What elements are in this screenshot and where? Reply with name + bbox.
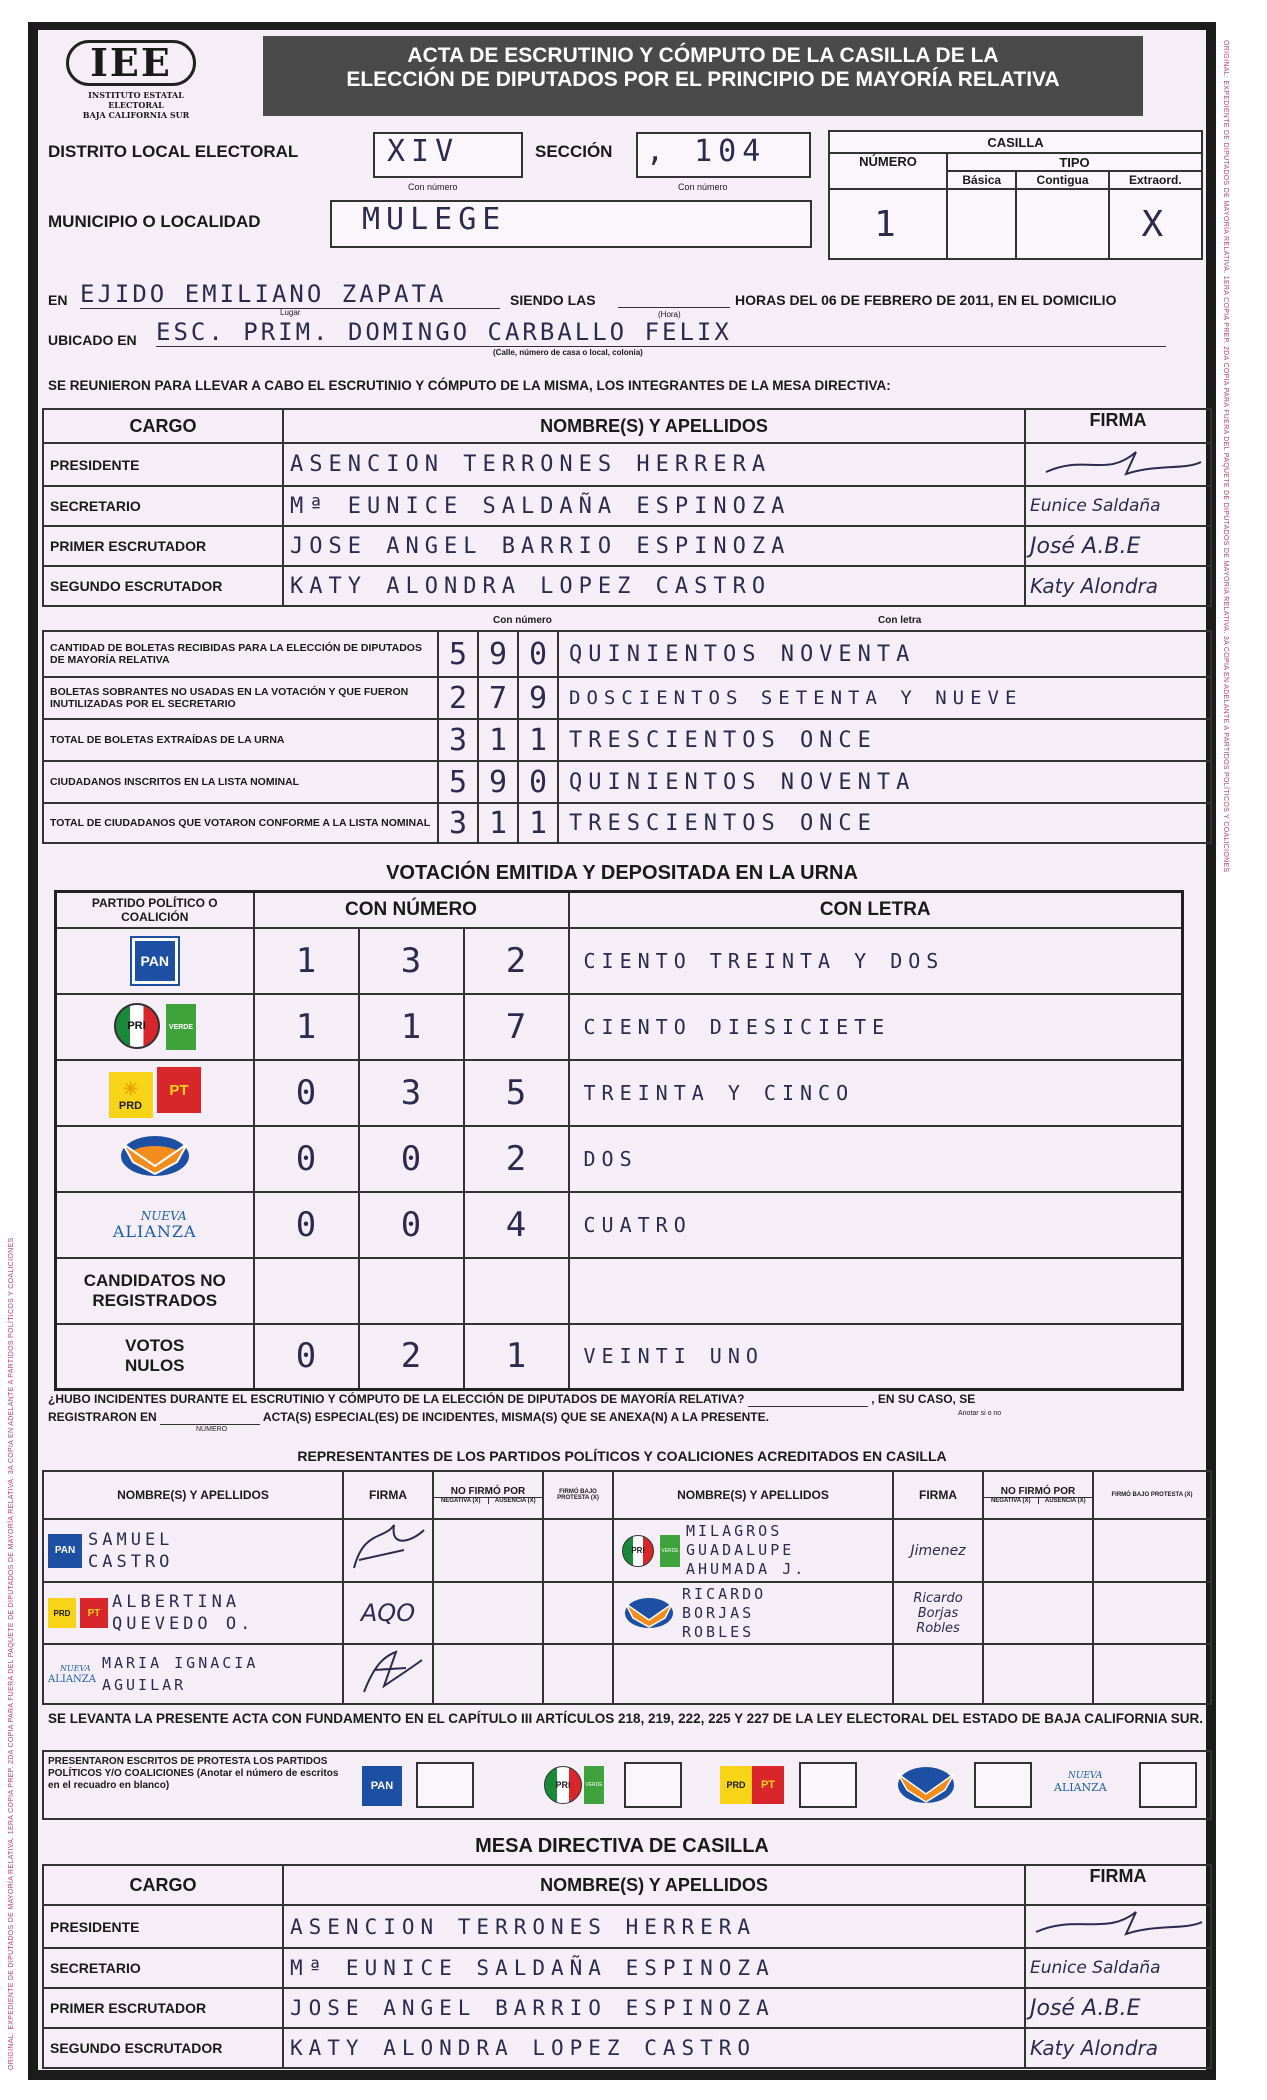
domicilio-field[interactable]: ESC. PRIM. DOMINGO CARBALLO FELIX	[156, 318, 1166, 347]
alianza-text: ALIANZA	[48, 1674, 96, 1685]
votos-digit[interactable]	[359, 1258, 464, 1324]
boletas-digit[interactable]: 0	[518, 631, 558, 677]
nueva-text: NUEVA	[1068, 1771, 1103, 1781]
rep-nombre-header: NOMBRE(S) Y APELLIDOS	[613, 1471, 893, 1519]
rep-firmo-protesta-header: FIRMÓ BAJO PROTESTA (X)	[1093, 1471, 1211, 1519]
rep-pri-verde	[613, 1519, 893, 1582]
votos-letra[interactable]	[569, 1258, 1183, 1324]
con-numero-header: CON NÚMERO	[254, 892, 569, 928]
pri-logo-icon: PRI	[114, 1003, 160, 1049]
extraord-header: Extraord.	[1109, 171, 1202, 189]
rep-nombre[interactable]: MARIA IGNACIA	[101, 1654, 259, 1672]
party-cell-convergencia	[56, 1126, 254, 1192]
prd-logo-icon: PRD	[48, 1598, 76, 1628]
hora-field[interactable]	[618, 292, 730, 308]
cargo-presidente: PRESIDENTE	[43, 443, 283, 486]
boletas-table	[42, 630, 1212, 844]
rep-firma[interactable]: AQO	[343, 1582, 433, 1644]
negativa-label: NEGATIVA (X)	[434, 1498, 489, 1504]
incidentes-line2	[48, 1410, 1208, 1425]
votos-letra[interactable]: DOS	[569, 1126, 1183, 1192]
nombre-header: NOMBRE(S) Y APELLIDOS	[283, 409, 1025, 443]
boletas-label: BOLETAS SOBRANTES NO USADAS EN LA VOTACIÓN Y QUE FUERON INUTILIZADAS POR EL SECRETARIO	[43, 677, 438, 719]
protesta-count-pan[interactable]	[416, 1762, 474, 1808]
rep-nombre-header: NOMBRE(S) Y APELLIDOS	[43, 1471, 343, 1519]
no-firmo-label: NO FIRMÓ POR	[434, 1486, 542, 1498]
rep-protesta[interactable]	[543, 1519, 613, 1582]
registraron-label: REGISTRARON EN	[48, 1410, 157, 1424]
protesta-text: PRESENTARON ESCRITOS DE PROTESTA LOS PARTIDOS POLÍTICOS Y/O COALICIONES (Anotar el número de escritos en el recuadro en blanco)	[48, 1756, 339, 1791]
rep-nombre[interactable]: SAMUEL	[88, 1529, 174, 1550]
pri-logo-icon: PRI	[544, 1766, 582, 1804]
firma-segundo-escrutador[interactable]: Katy Alondra	[1025, 2028, 1211, 2068]
distrito-label: DISTRITO LOCAL ELECTORAL	[48, 142, 299, 161]
boletas-row	[43, 677, 1211, 719]
no-firmo-label: NO FIRMÓ POR	[984, 1486, 1092, 1498]
basica-checkbox[interactable]	[947, 189, 1016, 259]
rep-negativa-ausencia[interactable]	[983, 1519, 1093, 1582]
votos-digit[interactable]: 2	[464, 1126, 569, 1192]
rep-nombre[interactable]: MILAGROS	[686, 1522, 783, 1540]
boletas-digit[interactable]: 1	[478, 803, 518, 843]
mesa2-title: MESA DIRECTIVA DE CASILLA	[475, 1835, 769, 1857]
votos-digit[interactable]: 0	[359, 1192, 464, 1258]
lugar-caption: Lugar	[280, 308, 301, 317]
acta-especial-text: ACTA(S) ESPECIAL(ES) DE INCIDENTES, MISMA(S) QUE SE ANEXA(N) A LA PRESENTE.	[262, 1410, 769, 1424]
votos-letra[interactable]: CIENTO DIESICIETE	[569, 994, 1183, 1060]
cargo-primer-escrutador: PRIMER ESCRUTADOR	[43, 1988, 283, 2028]
nulos-label: VOTOS NULOS	[56, 1324, 254, 1390]
votacion-table	[54, 890, 1184, 1391]
firma-header: FIRMA	[1025, 1865, 1211, 1905]
firma-secretario[interactable]: Eunice Saldaña	[1025, 486, 1211, 526]
incidentes-numero-field[interactable]	[160, 1410, 260, 1425]
votos-letra[interactable]: CUATRO	[569, 1192, 1183, 1258]
nueva-alianza-logo-icon	[48, 1663, 96, 1685]
nueva-alianza-logo-icon	[1054, 1770, 1107, 1794]
boletas-letra[interactable]: TRESCIENTOS ONCE	[558, 803, 1211, 843]
incidentes-answer-field[interactable]	[748, 1392, 868, 1407]
rep-negativa-ausencia[interactable]	[433, 1644, 543, 1704]
signature-scribble	[344, 1646, 430, 1698]
rep-empty[interactable]	[613, 1644, 893, 1704]
votos-digit[interactable]	[464, 1258, 569, 1324]
nueva-text: NUEVA	[60, 1664, 91, 1673]
nombre-primer-escrutador[interactable]: JOSE ANGEL BARRIO ESPINOZA	[283, 1988, 1025, 2028]
firma-header: FIRMA	[1025, 409, 1211, 443]
signature-scribble	[1026, 444, 1206, 480]
anotar-caption: Anotar si o no	[958, 1410, 1002, 1417]
boletas-con-letra: Con letra	[878, 615, 922, 626]
rep-firma-header: FIRMA	[893, 1471, 983, 1519]
pt-logo-icon: PT	[752, 1766, 784, 1804]
boletas-digit[interactable]: 5	[438, 761, 478, 803]
rep-firma[interactable]: Ricardo Borjas Robles	[893, 1582, 983, 1644]
domicilio-caption: (Calle, número de casa o local, colonia)	[493, 348, 643, 357]
protesta-count-convergencia[interactable]	[974, 1762, 1032, 1808]
hora-caption: (Hora)	[658, 310, 681, 319]
nueva-alianza-logo-icon	[113, 1208, 197, 1240]
votos-letra[interactable]: CIENTO TREINTA Y DOS	[569, 928, 1183, 994]
boletas-letra[interactable]: TRESCIENTOS ONCE	[558, 719, 1211, 761]
nombre-secretario[interactable]: Mª EUNICE SALDAÑA ESPINOZA	[283, 1948, 1025, 1988]
party-cell-prd-pt	[56, 1060, 254, 1126]
votos-digit[interactable]	[254, 1258, 359, 1324]
pt-logo-icon: PT	[157, 1067, 201, 1113]
title-banner	[263, 36, 1143, 116]
rep-pan	[43, 1519, 343, 1582]
tipo-header: TIPO	[947, 153, 1202, 171]
votos-digit[interactable]: 0	[254, 1060, 359, 1126]
seccion-caption: Con número	[678, 182, 728, 192]
rep-prd-pt	[43, 1582, 343, 1644]
iee-logo	[66, 40, 226, 120]
rep-nombre[interactable]: AHUMADA J.	[686, 1560, 807, 1578]
rep-protesta[interactable]	[543, 1644, 613, 1704]
logo-text: IEE	[66, 40, 196, 86]
votos-digit[interactable]: 0	[254, 1324, 359, 1390]
convergencia-logo-icon	[622, 1594, 676, 1632]
incidentes-en-su-caso: , EN SU CASO, SE	[871, 1392, 976, 1406]
boletas-digit[interactable]: 1	[518, 719, 558, 761]
cargo-presidente: PRESIDENTE	[43, 1905, 283, 1948]
distrito-caption: Con número	[408, 182, 458, 192]
protesta-box	[42, 1750, 1212, 1820]
votos-digit[interactable]: 0	[254, 1192, 359, 1258]
seccion-field[interactable]: , 104	[636, 132, 811, 178]
votos-digit[interactable]: 4	[464, 1192, 569, 1258]
siendo-label: SIENDO LAS	[510, 292, 596, 308]
firma-segundo-escrutador[interactable]: Katy Alondra	[1025, 566, 1211, 606]
ausencia-label: AUSENCIA (X)	[1044, 1498, 1086, 1504]
extraord-checkbox[interactable]: X	[1109, 189, 1202, 259]
title-line1: ACTA DE ESCRUTINIO Y CÓMPUTO DE LA CASILLA DE LA	[407, 44, 999, 67]
contigua-checkbox[interactable]	[1016, 189, 1108, 259]
boletas-letra[interactable]: QUINIENTOS NOVENTA	[558, 631, 1211, 677]
boletas-letra[interactable]: QUINIENTOS NOVENTA	[558, 761, 1211, 803]
cargo-segundo-escrutador: SEGUNDO ESCRUTADOR	[43, 2028, 283, 2068]
nombre-presidente[interactable]: ASENCION TERRONES HERRERA	[283, 443, 1025, 486]
boletas-digit[interactable]: 0	[518, 761, 558, 803]
pan-logo-icon: PAN	[132, 938, 178, 984]
boletas-row	[43, 631, 1211, 677]
protesta-count-pri[interactable]	[624, 1762, 682, 1808]
contigua-header: Contigua	[1016, 171, 1108, 189]
boletas-row	[43, 761, 1211, 803]
numero-header: NÚMERO	[829, 153, 947, 189]
boletas-digit[interactable]: 5	[438, 631, 478, 677]
cargo-segundo-escrutador: SEGUNDO ESCRUTADOR	[43, 566, 283, 606]
casilla-table	[828, 130, 1203, 260]
votos-digit[interactable]: 7	[464, 994, 569, 1060]
pan-logo-icon: PAN	[362, 1766, 402, 1806]
boletas-digit[interactable]: 9	[478, 761, 518, 803]
distrito-field[interactable]: XIV	[373, 132, 523, 178]
rep-nombre[interactable]: AGUILAR	[101, 1676, 187, 1694]
boletas-row	[43, 719, 1211, 761]
rep-no-firmo-header	[983, 1471, 1093, 1519]
verde-logo-icon: VERDE	[166, 1004, 196, 1050]
rep-nombre[interactable]: QUEVEDO O.	[112, 1614, 255, 1634]
casilla-title: CASILLA	[829, 131, 1202, 153]
boletas-digit[interactable]: 2	[438, 677, 478, 719]
mesa-table-2	[42, 1864, 1212, 2069]
incidentes-line1	[48, 1392, 1208, 1407]
boletas-digit[interactable]: 3	[438, 803, 478, 843]
votos-digit[interactable]: 0	[254, 1126, 359, 1192]
rep-nombre[interactable]: CASTRO	[88, 1551, 174, 1572]
signature-scribble	[344, 1520, 430, 1576]
numero-caption: NÚMERO	[196, 1426, 228, 1433]
rep-protesta[interactable]	[1093, 1644, 1211, 1704]
side-note-right: ORIGINAL: EXPEDIENTE DE DIPUTADOS DE MAYORÍA RELATIVA. 1ERA COPIA PREP. 2DA COPIA PARA FUERA DEL PAQUETE DE DIPUTADOS DE MAYORÍA RELATIVA. 3A COPIA EN ADELANTE A PARTIDOS POLÍTICOS Y COALICIONES	[1222, 40, 1229, 873]
firma-primer-escrutador[interactable]: José A.B.E	[1025, 1988, 1211, 2028]
votos-digit[interactable]: 1	[464, 1324, 569, 1390]
cargo-header: CARGO	[43, 1865, 283, 1905]
rep-nueva-alianza	[43, 1644, 343, 1704]
rep-nombre[interactable]: ROBLES	[682, 1622, 755, 1641]
party-cell-nueva-alianza	[56, 1192, 254, 1258]
horas-text: HORAS DEL 06 DE FEBRERO DE 2011, EN EL DOMICILIO	[735, 292, 1117, 308]
firma-secretario[interactable]: Eunice Saldaña	[1025, 1948, 1211, 1988]
party-cell-pri-verde	[56, 994, 254, 1060]
votos-digit[interactable]: 3	[359, 1060, 464, 1126]
votacion-title: VOTACIÓN EMITIDA Y DEPOSITADA EN LA URNA	[386, 862, 858, 884]
votos-digit[interactable]: 3	[359, 928, 464, 994]
fundamento-text: SE LEVANTA LA PRESENTE ACTA CON FUNDAMENTO EN EL CAPÍTULO III ARTÍCULOS 218, 219, 222, 225 Y 227 DE LA LEY ELECTORAL DEL ESTADO DE BAJA CALIFORNIA SUR.	[48, 1711, 1203, 1726]
votos-digit[interactable]: 1	[359, 994, 464, 1060]
acta-sheet	[28, 22, 1216, 2080]
boletas-digit[interactable]: 1	[518, 803, 558, 843]
title-line2: ELECCIÓN DE DIPUTADOS POR EL PRINCIPIO DE MAYORÍA RELATIVA	[346, 68, 1060, 91]
prd-logo-icon: ☀ PRD	[109, 1072, 153, 1118]
votos-letra[interactable]: VEINTI UNO	[569, 1324, 1183, 1390]
boletas-digit[interactable]: 7	[478, 677, 518, 719]
rep-protesta[interactable]	[1093, 1519, 1211, 1582]
protesta-count-nueva-alianza[interactable]	[1139, 1762, 1197, 1808]
municipio-field[interactable]: MULEGE	[330, 200, 812, 248]
boletas-con-numero: Con número	[493, 615, 552, 626]
votos-digit[interactable]: 2	[359, 1324, 464, 1390]
party-cell-pan	[56, 928, 254, 994]
boletas-digit[interactable]: 3	[438, 719, 478, 761]
rep-protesta[interactable]	[1093, 1582, 1211, 1644]
boletas-digit[interactable]: 1	[478, 719, 518, 761]
negativa-label: NEGATIVA (X)	[984, 1498, 1039, 1504]
incidentes-question: ¿HUBO INCIDENTES DURANTE EL ESCRUTINIO Y CÓMPUTO DE LA ELECCIÓN DE DIPUTADOS DE MAYORÍA RELATIVA?	[48, 1392, 745, 1406]
votos-digit[interactable]: 0	[359, 1126, 464, 1192]
convergencia-logo-icon	[117, 1130, 193, 1182]
votos-letra[interactable]: TREINTA Y CINCO	[569, 1060, 1183, 1126]
boletas-row	[43, 803, 1211, 843]
verde-logo-icon: VERDE	[584, 1766, 604, 1804]
signature-scribble	[1026, 1906, 1206, 1942]
basica-header: Básica	[947, 171, 1016, 189]
nombre-primer-escrutador[interactable]: JOSE ANGEL BARRIO ESPINOZA	[283, 526, 1025, 566]
rep-firma[interactable]	[343, 1519, 433, 1582]
cargo-header: CARGO	[43, 409, 283, 443]
rep-firma[interactable]	[343, 1644, 433, 1704]
rep-firmo-protesta-header: FIRMÓ BAJO PROTESTA (X)	[543, 1471, 613, 1519]
votos-digit[interactable]: 1	[254, 928, 359, 994]
representantes-table	[42, 1470, 1212, 1705]
en-label: EN	[48, 292, 68, 308]
nombre-segundo-escrutador[interactable]: KATY ALONDRA LOPEZ CASTRO	[283, 2028, 1025, 2068]
lugar-field[interactable]: EJIDO EMILIANO ZAPATA	[80, 280, 500, 309]
mesa-table-1	[42, 408, 1212, 607]
rep-nombre[interactable]: GUADALUPE	[686, 1541, 795, 1559]
rep-negativa-ausencia[interactable]	[983, 1582, 1093, 1644]
boletas-label: TOTAL DE BOLETAS EXTRAÍDAS DE LA URNA	[43, 719, 438, 761]
votos-digit[interactable]: 2	[464, 928, 569, 994]
boletas-label: CANTIDAD DE BOLETAS RECIBIDAS PARA LA ELECCIÓN DE DIPUTADOS DE MAYORÍA RELATIVA	[43, 631, 438, 677]
boletas-label: TOTAL DE CIUDADANOS QUE VOTARON CONFORME A LA LISTA NOMINAL	[43, 803, 438, 843]
votos-digit[interactable]: 5	[464, 1060, 569, 1126]
reunion-text: SE REUNIERON PARA LLEVAR A CABO EL ESCRUTINIO Y CÓMPUTO DE LA MISMA, LOS INTEGRANTES DE LA MESA DIRECTIVA:	[48, 378, 891, 393]
rep-negativa-ausencia[interactable]	[433, 1582, 543, 1644]
seccion-label: SECCIÓN	[535, 142, 613, 161]
pan-logo-icon: PAN	[48, 1534, 82, 1568]
boletas-label: CIUDADANOS INSCRITOS EN LA LISTA NOMINAL	[43, 761, 438, 803]
rep-firma[interactable]: Jimenez	[893, 1519, 983, 1582]
firma-presidente[interactable]	[1025, 443, 1211, 486]
convergencia-logo-icon	[894, 1762, 958, 1808]
logo-sub2: BAJA CALIFORNIA SUR	[82, 110, 190, 120]
boletas-digit[interactable]: 9	[518, 677, 558, 719]
rep-convergencia	[613, 1582, 893, 1644]
rep-nombre[interactable]: RICARDO	[682, 1584, 767, 1603]
pri-logo-icon: PRI	[622, 1535, 654, 1567]
prd-logo-icon: PRD	[720, 1766, 752, 1804]
side-note-left: ORIGINAL: EXPEDIENTE DE DIPUTADOS DE MAYORÍA RELATIVA. 1ERA COPIA PREP. 2DA COPIA PARA FUERA DEL PAQUETE DE DIPUTADOS DE MAYORÍA RELATIVA. 3A COPIA EN ADELANTE A PARTIDOS POLÍTICOS Y COALICIONES	[8, 1237, 15, 2070]
partido-header: PARTIDO POLÍTICO O COALICIÓN	[56, 892, 254, 928]
cargo-secretario: SECRETARIO	[43, 1948, 283, 1988]
votos-digit[interactable]: 1	[254, 994, 359, 1060]
alianza-text: ALIANZA	[1054, 1781, 1107, 1794]
no-registrados-label: CANDIDATOS NO REGISTRADOS	[56, 1258, 254, 1324]
firma-primer-escrutador[interactable]: José A.B.E	[1025, 526, 1211, 566]
rep-protesta[interactable]	[543, 1582, 613, 1644]
rep-negativa-ausencia[interactable]	[433, 1519, 543, 1582]
ausencia-label: AUSENCIA (X)	[494, 1498, 536, 1504]
nueva-text: NUEVA	[140, 1208, 187, 1223]
ubicado-label: UBICADO EN	[48, 332, 137, 348]
rep-negativa-ausencia[interactable]	[983, 1644, 1093, 1704]
nombre-secretario[interactable]: Mª EUNICE SALDAÑA ESPINOZA	[283, 486, 1025, 526]
nombre-presidente[interactable]: ASENCION TERRONES HERRERA	[283, 1905, 1025, 1948]
verde-logo-icon: VERDE	[660, 1535, 680, 1567]
nombre-segundo-escrutador[interactable]: KATY ALONDRA LOPEZ CASTRO	[283, 566, 1025, 606]
casilla-numero[interactable]: 1	[829, 189, 947, 259]
municipio-label: MUNICIPIO O LOCALIDAD	[48, 212, 261, 231]
protesta-count-prd-pt[interactable]	[799, 1762, 857, 1808]
nombre-header: NOMBRE(S) Y APELLIDOS	[283, 1865, 1025, 1905]
con-letra-header: CON LETRA	[569, 892, 1183, 928]
cargo-secretario: SECRETARIO	[43, 486, 283, 526]
rep-nombre[interactable]: BORJAS	[682, 1603, 755, 1622]
representantes-title: REPRESENTANTES DE LOS PARTIDOS POLÍTICOS Y COALICIONES ACREDITADOS EN CASILLA	[297, 1448, 947, 1464]
boletas-digit[interactable]: 9	[478, 631, 518, 677]
alianza-text: ALIANZA	[112, 1221, 197, 1241]
boletas-letra[interactable]: DOSCIENTOS SETENTA Y NUEVE	[558, 677, 1211, 719]
rep-no-firmo-header	[433, 1471, 543, 1519]
cargo-primer-escrutador: PRIMER ESCRUTADOR	[43, 526, 283, 566]
firma-presidente[interactable]	[1025, 1905, 1211, 1948]
pt-logo-icon: PT	[80, 1598, 108, 1628]
rep-firma[interactable]	[893, 1644, 983, 1704]
rep-firma-header: FIRMA	[343, 1471, 433, 1519]
rep-nombre[interactable]: ALBERTINA	[112, 1592, 241, 1612]
logo-sub1: INSTITUTO ESTATAL ELECTORAL	[88, 90, 184, 110]
